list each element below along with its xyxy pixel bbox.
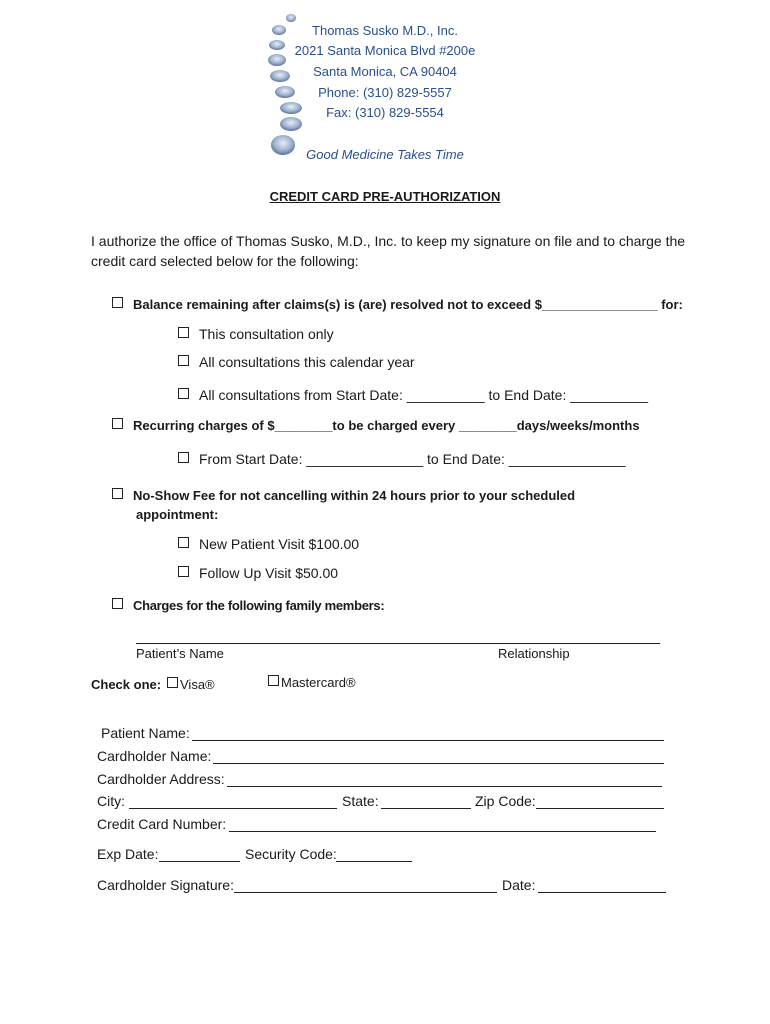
date-input[interactable] xyxy=(538,892,666,893)
security-code-label: Security Code: xyxy=(245,846,337,862)
date-range-checkbox[interactable] xyxy=(178,388,189,399)
form-title: CREDIT CARD PRE-AUTHORIZATION xyxy=(269,189,501,204)
noshow-option[interactable] xyxy=(112,488,575,503)
date-label: Date: xyxy=(502,877,536,893)
balance-checkbox[interactable] xyxy=(112,297,123,308)
recurring-option[interactable] xyxy=(112,418,640,433)
noshow-label: No-Show Fee for not cancelling within 24 hours prior to your scheduled xyxy=(133,488,576,503)
follow-up-label: Follow Up Visit $50.00 xyxy=(199,565,339,581)
patient-name-column-label: Patient’s Name xyxy=(136,646,224,661)
family-option[interactable] xyxy=(112,598,384,613)
practice-name: Thomas Susko M.D., Inc. xyxy=(312,23,458,38)
recurring-date-label: From Start Date: _______________ to End Date: _______________ xyxy=(199,451,626,467)
address-line-2: Santa Monica, CA 90404 xyxy=(313,64,457,79)
balance-sub-option-1[interactable] xyxy=(178,326,334,342)
balance-label: Balance remaining after claims(s) is (are) resolved not to exceed $________________ for: xyxy=(133,297,683,312)
phone-number: Phone: (310) 829-5557 xyxy=(318,85,452,100)
family-checkbox[interactable] xyxy=(112,598,123,609)
card-number-label: Credit Card Number: xyxy=(97,816,227,832)
cardholder-name-input[interactable] xyxy=(213,763,664,764)
city-input[interactable] xyxy=(129,808,337,809)
visa-label: Visa® xyxy=(180,677,215,692)
authorization-statement: I authorize the office of Thomas Susko, M.D., Inc. to keep my signature on file and to charge the credit card selected below for the following: xyxy=(91,233,686,269)
fax-number: Fax: (310) 829-5554 xyxy=(326,105,444,120)
family-label: Charges for the following family members: xyxy=(133,598,385,613)
balance-option[interactable] xyxy=(112,297,683,312)
mastercard-option[interactable] xyxy=(268,675,356,690)
family-member-input[interactable] xyxy=(136,643,660,644)
noshow-checkbox[interactable] xyxy=(112,488,123,499)
recurring-date-checkbox[interactable] xyxy=(178,452,189,463)
date-range-label: All consultations from Start Date: __________ to End Date: __________ xyxy=(199,387,649,403)
calendar-year-checkbox[interactable] xyxy=(178,355,189,366)
balance-sub-option-2[interactable] xyxy=(178,354,415,370)
this-consultation-checkbox[interactable] xyxy=(178,327,189,338)
exp-date-label: Exp Date: xyxy=(97,846,159,862)
mastercard-label: Mastercard® xyxy=(281,675,356,690)
state-label: State: xyxy=(342,793,379,809)
signature-label: Cardholder Signature: xyxy=(97,877,234,893)
patient-name-label: Patient Name: xyxy=(101,725,190,741)
address-line-1: 2021 Santa Monica Blvd #200e xyxy=(294,43,476,58)
cardholder-address-label: Cardholder Address: xyxy=(97,771,225,787)
state-input[interactable] xyxy=(381,808,471,809)
security-code-input[interactable] xyxy=(336,861,412,862)
recurring-label: Recurring charges of $________to be charged every ________days/weeks/months xyxy=(133,418,640,433)
recurring-sub-option[interactable] xyxy=(178,451,626,467)
cardholder-address-input[interactable] xyxy=(227,786,662,787)
calendar-year-label: All consultations this calendar year xyxy=(199,354,415,370)
signature-input[interactable] xyxy=(234,892,497,893)
mastercard-checkbox[interactable] xyxy=(268,675,279,686)
noshow-label-cont: appointment: xyxy=(136,507,219,522)
visa-option[interactable] xyxy=(167,677,215,692)
follow-up-option[interactable] xyxy=(178,565,338,581)
patient-name-input[interactable] xyxy=(192,740,664,741)
visa-checkbox[interactable] xyxy=(167,677,178,688)
new-patient-label: New Patient Visit $100.00 xyxy=(199,536,360,552)
zip-label: Zip Code: xyxy=(475,793,536,809)
zip-input[interactable] xyxy=(536,808,664,809)
relationship-column-label: Relationship xyxy=(498,646,570,661)
new-patient-option[interactable] xyxy=(178,536,359,552)
balance-sub-option-3[interactable] xyxy=(178,387,648,403)
exp-date-input[interactable] xyxy=(159,861,240,862)
cardholder-name-label: Cardholder Name: xyxy=(97,748,212,764)
card-number-input[interactable] xyxy=(229,831,656,832)
follow-up-checkbox[interactable] xyxy=(178,566,189,577)
tagline: Good Medicine Takes Time xyxy=(306,147,464,162)
this-consultation-label: This consultation only xyxy=(199,326,334,342)
recurring-checkbox[interactable] xyxy=(112,418,123,429)
card-type-label: Check one: xyxy=(91,677,162,692)
new-patient-checkbox[interactable] xyxy=(178,537,189,548)
city-label: City: xyxy=(97,793,125,809)
